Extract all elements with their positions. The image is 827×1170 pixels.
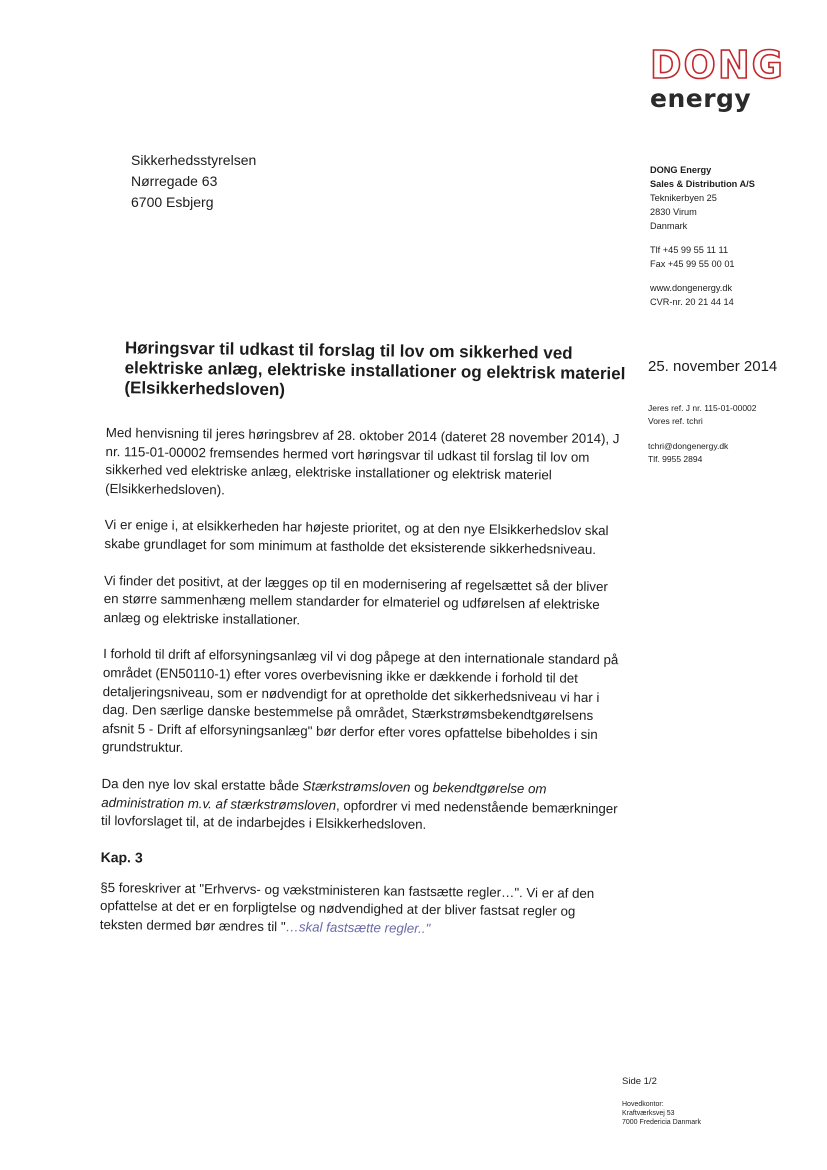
sender-street: Teknikerbyen 25	[650, 193, 717, 203]
text-run: og	[410, 779, 433, 795]
sender-website: www.dongenergy.dk	[650, 283, 733, 293]
letter-title: Høringsvar til udkast til forslag til lov om sikkerhed ved elektriske anlæg, elektriske installationer og elektrisk materiel (Elsikkerhedsloven)	[124, 338, 626, 400]
sender-phone: Tlf +45 99 55 11 11	[650, 245, 729, 255]
hq-street: Kraftværksvej 53	[622, 1110, 675, 1117]
sender-country: Danmark	[650, 221, 688, 231]
law-name: Stærkstrømsloven	[302, 778, 411, 795]
contact-phone: Tlf. 9955 2894	[648, 454, 703, 464]
text-run: Da den nye lov skal erstatte både	[101, 775, 303, 794]
recipient-line: 6700 Esbjerg	[131, 194, 214, 210]
your-ref: Jeres ref. J nr. 115-01-00002	[648, 403, 757, 413]
page-number: Side 1/2	[622, 1076, 657, 1087]
paragraph: Med henvisning til jeres høringsbrev af 28. oktober 2014 (dateret 28 november 2014), J nr. 115-01-00002 fremsendes hermed vort høringsvar til udkast til forslag til lov om sikkerhed ved elektriske anlæg, elektriske installationer og elektrisk materiel (Elsikkerhedsloven).	[105, 424, 620, 498]
headquarters-address	[622, 1100, 701, 1127]
regulation-name: bekendtgørelse om administration m.v. af stærkstrømsloven	[101, 779, 547, 813]
hq-city: 7000 Fredericia Danmark	[622, 1119, 701, 1126]
section-heading: Kap. 3	[100, 848, 143, 866]
our-ref: Vores ref. tchri	[648, 416, 703, 426]
energy-logo-text: energy	[650, 84, 752, 113]
recipient-line: Sikkerhedsstyrelsen	[131, 152, 257, 168]
paragraph	[100, 879, 621, 941]
paragraph: Vi er enige i, at elsikkerheden har højeste prioritet, og at den nye Elsikkerhedslov skal skabe grundlaget for som minimum at fastholde det eksisterende sikkerhedsniveau.	[104, 517, 609, 557]
paragraph: Vi finder det positivt, at der lægges op til en modernisering af regelsættet så der bliver en større sammenhæng mellem standarder for elmateriel og udførelsen af elektriske anlæg og elektriske installationer.	[103, 572, 608, 628]
recipient-line: Nørregade 63	[131, 173, 218, 189]
sender-city: 2830 Virum	[650, 207, 697, 217]
contact-email: tchri@dongenergy.dk	[648, 441, 729, 451]
sender-cvr: CVR-nr. 20 21 44 14	[650, 297, 734, 307]
paragraph: I forhold til drift af elforsyningsanlæg vil vi dog påpege at den internationale standard på området (EN50110-1) efter vores overbevisning ikke er dækkende i forhold til det detaljeringsniveau, som er nødvendigt for at opretholde det sikkerhedsniveau vi har i dag. Den særlige danske bestemmelse på området, Stærkstrømsbekendtgørelsens afsnit 5 - Drift af elforsyningsanlæg" bør derfor efter vores opfattelse bibeholdes i sin grundstruktur.	[101, 646, 619, 756]
proposed-wording: …skal fastsætte regler.."	[285, 919, 431, 936]
text-run: §5 foreskriver at "Erhvervs- og vækstministeren kan fastsætte regler…". Vi er af den opfattelse at det er en forpligtelse og nødvendighed at der bliver fastsat regler og teksten dermed bør ændres til "	[99, 879, 595, 935]
sender-block	[650, 163, 755, 309]
recipient-address	[131, 150, 256, 213]
text-run: , opfordrer vi med nedenstående bemærkninger til lovforslaget til, at de indarbejdes i Elsikkerhedsloven.	[101, 797, 618, 833]
sender-company: DONG Energy	[650, 165, 712, 175]
letter-date: 25. november 2014	[648, 358, 778, 375]
reference-block	[648, 402, 757, 466]
hq-label: Hovedkontor:	[622, 1101, 664, 1108]
sender-division: Sales & Distribution A/S	[650, 179, 755, 189]
letter-body	[99, 338, 626, 959]
sender-fax: Fax +45 99 55 00 01	[650, 259, 735, 269]
dong-logo: DONG	[650, 43, 785, 87]
paragraph	[101, 775, 622, 837]
